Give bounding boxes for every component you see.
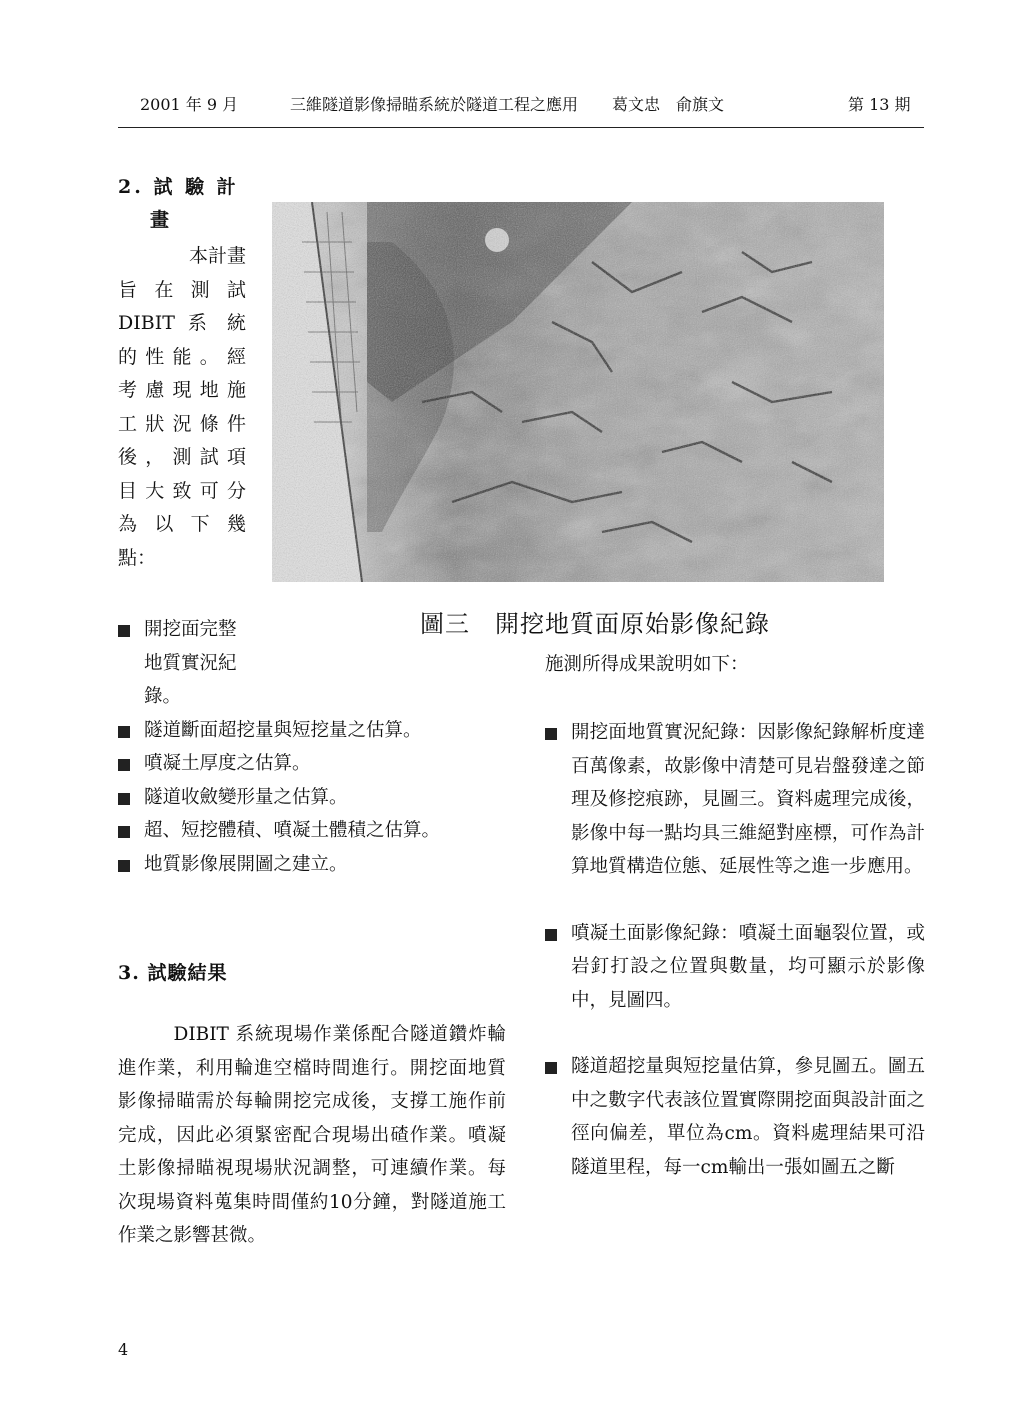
- result-text: 隧道超挖量與短挖量估算，參見圖五。圖五中之數字代表該位置實際開挖面與設計面之徑向偏差，單位為cm。資料處理結果可沿隧道里程，每一cm輸出一張如圖五之斷: [571, 1056, 925, 1178]
- list-item: [118, 814, 506, 848]
- header-title: 三維隧道影像掃瞄系統於隧道工程之應用: [290, 95, 579, 114]
- square-bullet-icon: [118, 860, 130, 872]
- list-item: [118, 714, 506, 748]
- test-items-list: [118, 613, 506, 881]
- item-text: 地質實況紀: [144, 652, 237, 674]
- list-item: [545, 1050, 925, 1184]
- square-bullet-icon: [545, 929, 557, 941]
- intro-line: 工狀況條件: [118, 412, 246, 435]
- list-item: [118, 781, 506, 815]
- square-bullet-icon: [118, 826, 130, 838]
- list-item: [118, 747, 506, 781]
- section2-heading-line2: 畫: [150, 209, 173, 231]
- section3-paragraph: DIBIT 系統現場作業係配合隧道鑽炸輪進作業，利用輪進空檔時間進行。開挖面地質影像掃瞄需於每輪開挖完成後，支撐工施作前完成，因此必須緊密配合現場出碴作業。噴凝土影像掃瞄視現場狀況調整，可連續作業。每次現場資料蒐集時間僅約10分鐘，對隧道施工作業之影響甚微。: [118, 1024, 506, 1246]
- list-item: [545, 917, 925, 1018]
- tunnel-face-photo: [272, 202, 884, 582]
- header-rule: [118, 127, 924, 128]
- intro-line: 目大致可分: [118, 479, 246, 502]
- intro-line: 考慮現地施: [118, 379, 246, 401]
- section3-body: [118, 1018, 506, 1253]
- list-item: [545, 716, 925, 884]
- intro-line: DIBIT 系 統: [118, 312, 246, 334]
- item-text: 隧道收斂變形量之估算。: [144, 786, 348, 808]
- header-issue: 第 13 期: [848, 95, 911, 114]
- intro-line: 後，測試項: [118, 446, 246, 468]
- square-bullet-icon: [118, 625, 130, 637]
- square-bullet-icon: [118, 759, 130, 771]
- section2-heading-line1: 2. 試 驗 計: [118, 176, 239, 198]
- square-bullet-icon: [118, 726, 130, 738]
- figure-caption: 圖三 開挖地質面原始影像紀錄: [420, 610, 770, 638]
- item-text: 開挖面完整: [144, 619, 237, 640]
- result-text: 噴凝土面影像紀錄：噴凝土面龜裂位置，或岩釘打設之位置與數量，均可顯示於影像中，見圖四。: [571, 922, 925, 1011]
- intro-line: 旨 在 測 試: [118, 278, 246, 301]
- item-text: 地質影像展開圖之建立。: [144, 853, 348, 875]
- section2-intro: [118, 240, 246, 575]
- square-bullet-icon: [545, 1062, 557, 1074]
- intro-line: 本計畫: [188, 245, 246, 267]
- page-number: 4: [118, 1340, 129, 1359]
- item-text: 隧道斷面超挖量與短挖量之估算。: [144, 719, 422, 741]
- header-date: 2001 年 9 月: [140, 95, 239, 114]
- intro-line: 的性能。經: [118, 345, 246, 368]
- results-intro-text: 施測所得成果說明如下：: [545, 654, 749, 675]
- list-item: [118, 848, 506, 882]
- square-bullet-icon: [545, 728, 557, 740]
- results-list: [545, 716, 925, 1184]
- item-text: 錄。: [144, 686, 182, 707]
- item-text: 噴凝土厚度之估算。: [144, 753, 311, 774]
- square-bullet-icon: [118, 793, 130, 805]
- result-text: 開挖面地質實況紀錄：因影像紀錄解析度達百萬像素，故影像中清楚可見岩盤發達之節理及修挖痕跡，見圖三。資料處理完成後，影像中每一點均具三維絕對座標，可作為計算地質構造位態、延展性等之進一步應用。: [571, 722, 925, 877]
- header-authors: 葛文忠 俞旗文: [612, 95, 725, 114]
- results-intro: [545, 648, 925, 682]
- intro-line: 為 以 下 幾: [118, 513, 246, 535]
- item-text: 超、短挖體積、噴凝土體積之估算。: [144, 820, 441, 841]
- list-item: [118, 613, 506, 714]
- section3-heading: 3. 試驗結果: [118, 962, 228, 984]
- intro-line: 點：: [118, 546, 157, 569]
